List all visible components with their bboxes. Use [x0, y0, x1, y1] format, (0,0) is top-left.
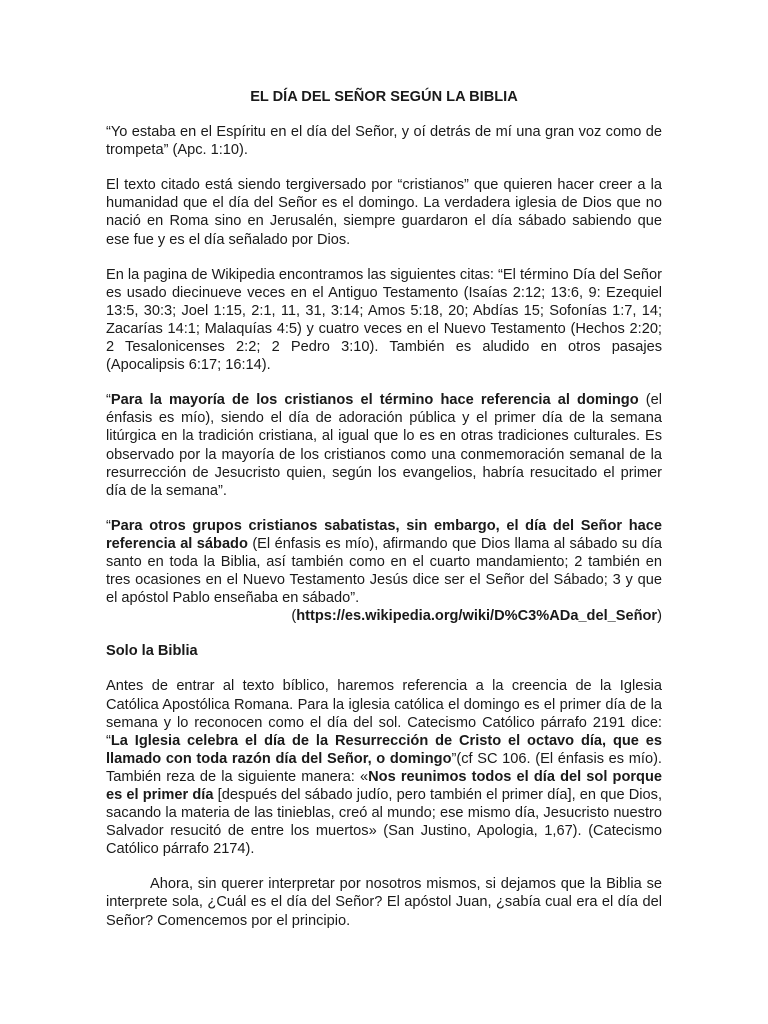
- document-title: EL DÍA DEL SEÑOR SEGÚN LA BIBLIA: [250, 89, 518, 105]
- emphasis-dia-del-sol: Nos reunimos todos el día del sol porque es el primer día: [106, 768, 662, 803]
- paragraph-wikipedia-citations: En la pagina de Wikipedia encontramos las siguientes citas: “El término Día del Señor es usado diecinueve veces en el Antiguo Testamento (Isaías 2:12; 13:6, 9: Ezequiel 13:5, 30:3; Joel 1:15, 2:1, 11, 31, 3:14; Amos 5:18, 20; Abdías 15; Sofonías 1:7, 14; Zacarías 14:1; Malaquías 4:5) y cuatro veces en el Nuevo Testamento (Hechos 2:20; 2 Tesalonicenses 2:2; 2 Pedro 3:10). También es aludido en otros pasajes (Apocalipsis 6:17; 16:14).: [106, 266, 662, 374]
- open-quote: “: [106, 517, 111, 534]
- paragraph-conclusion: Ahora, sin querer interpretar por nosotros mismos, si dejamos que la Biblia se interprete sola, ¿Cuál es el día del Señor? El apóstol Juan, ¿sabía cual era el día del Señor? Comencemos por el principio.: [106, 876, 662, 929]
- paragraph-domingo-quote: [106, 391, 662, 500]
- source-url-link[interactable]: https://es.wikipedia.org/wiki/D%C3%ADa_del_Señor: [296, 608, 658, 625]
- emphasis-domingo: Para la mayoría de los cristianos el término hace referencia al domingo: [110, 392, 639, 409]
- paragraph-sabado-quote: [106, 517, 662, 607]
- emphasis-sabado: Para otros grupos cristianos sabatistas, sin embargo, el día del Señor hace referencia al sábado: [106, 517, 662, 552]
- open-quote: “: [106, 392, 111, 409]
- document-page: [106, 88, 662, 947]
- source-citation: (https://es.wikipedia.org/wiki/D%C3%ADa_del_Señor): [291, 608, 662, 625]
- section-heading: Solo la Biblia: [106, 643, 198, 660]
- paragraph-intro: El texto citado está siendo tergiversado por “cristianos” que quieren hacer creer a la humanidad que el día del Señor es el domingo. La verdadera iglesia de Dios que no nació en Roma sino en Jerusalén, siempre guardaron el día sábado sabiendo que ese fue y es el día señalado por Dios.: [106, 177, 662, 248]
- paragraph-quote-apocalipsis: “Yo estaba en el Espíritu en el día del Señor, y oí detrás de mí una gran voz como de trompeta” (Apc. 1:10).: [106, 124, 662, 159]
- paragraph-catholic-belief: Antes de entrar al texto bíblico, haremos referencia a la creencia de la Iglesia Católica Apostólica Romana. Para la iglesia católica el domingo es el primer día de la semana y lo reconocen como el día del sol. Catecismo Católico párrafo 2191 dice: “La Iglesia celebra el día de la Resurrección de Cristo el octavo día, que es llamado con toda razón día del Señor, o domingo”(cf SC 106. (El énfasis es mío). También reza de la siguiente manera: «Nos reunimos todos el día del sol porque es el primer día [después del sábado judío, pero también el primer día], en que Dios, sacando la materia de las tinieblas, creó al mundo; ese mismo día, Jesucristo nuestro Salvador resucitó de entre los muertos» (San Justino, Apologia, 1,67). (Catecismo Católico párrafo 2174).: [106, 678, 662, 858]
- paragraph-sabado-rest: (El énfasis es mío), afirmando que Dios llama al sábado su día santo en toda la Biblia, así también como en el cuarto mandamiento; 2 también en tres ocasiones en el Nuevo Testamento Jesús dice ser el Señor del Sábado; 3 y que el apóstol Pablo enseñaba en sábado”.: [106, 535, 662, 607]
- paragraph-domingo-rest: (el énfasis es mío), siendo el día de adoración pública y el primer día de la semana litúrgica en la tradición cristiana, al igual que lo es en otras tradiciones culturales. Es observado por la mayoría de los cristianos como una conmemoración semanal de la resurrección de Jesucristo quien, según los evangelios, habría resucitado el primer día de la semana”.: [106, 392, 662, 499]
- emphasis-catecismo: La Iglesia celebra el día de la Resurrección de Cristo el octavo día, que es llamado con toda razón día del Señor, o domingo: [106, 732, 662, 767]
